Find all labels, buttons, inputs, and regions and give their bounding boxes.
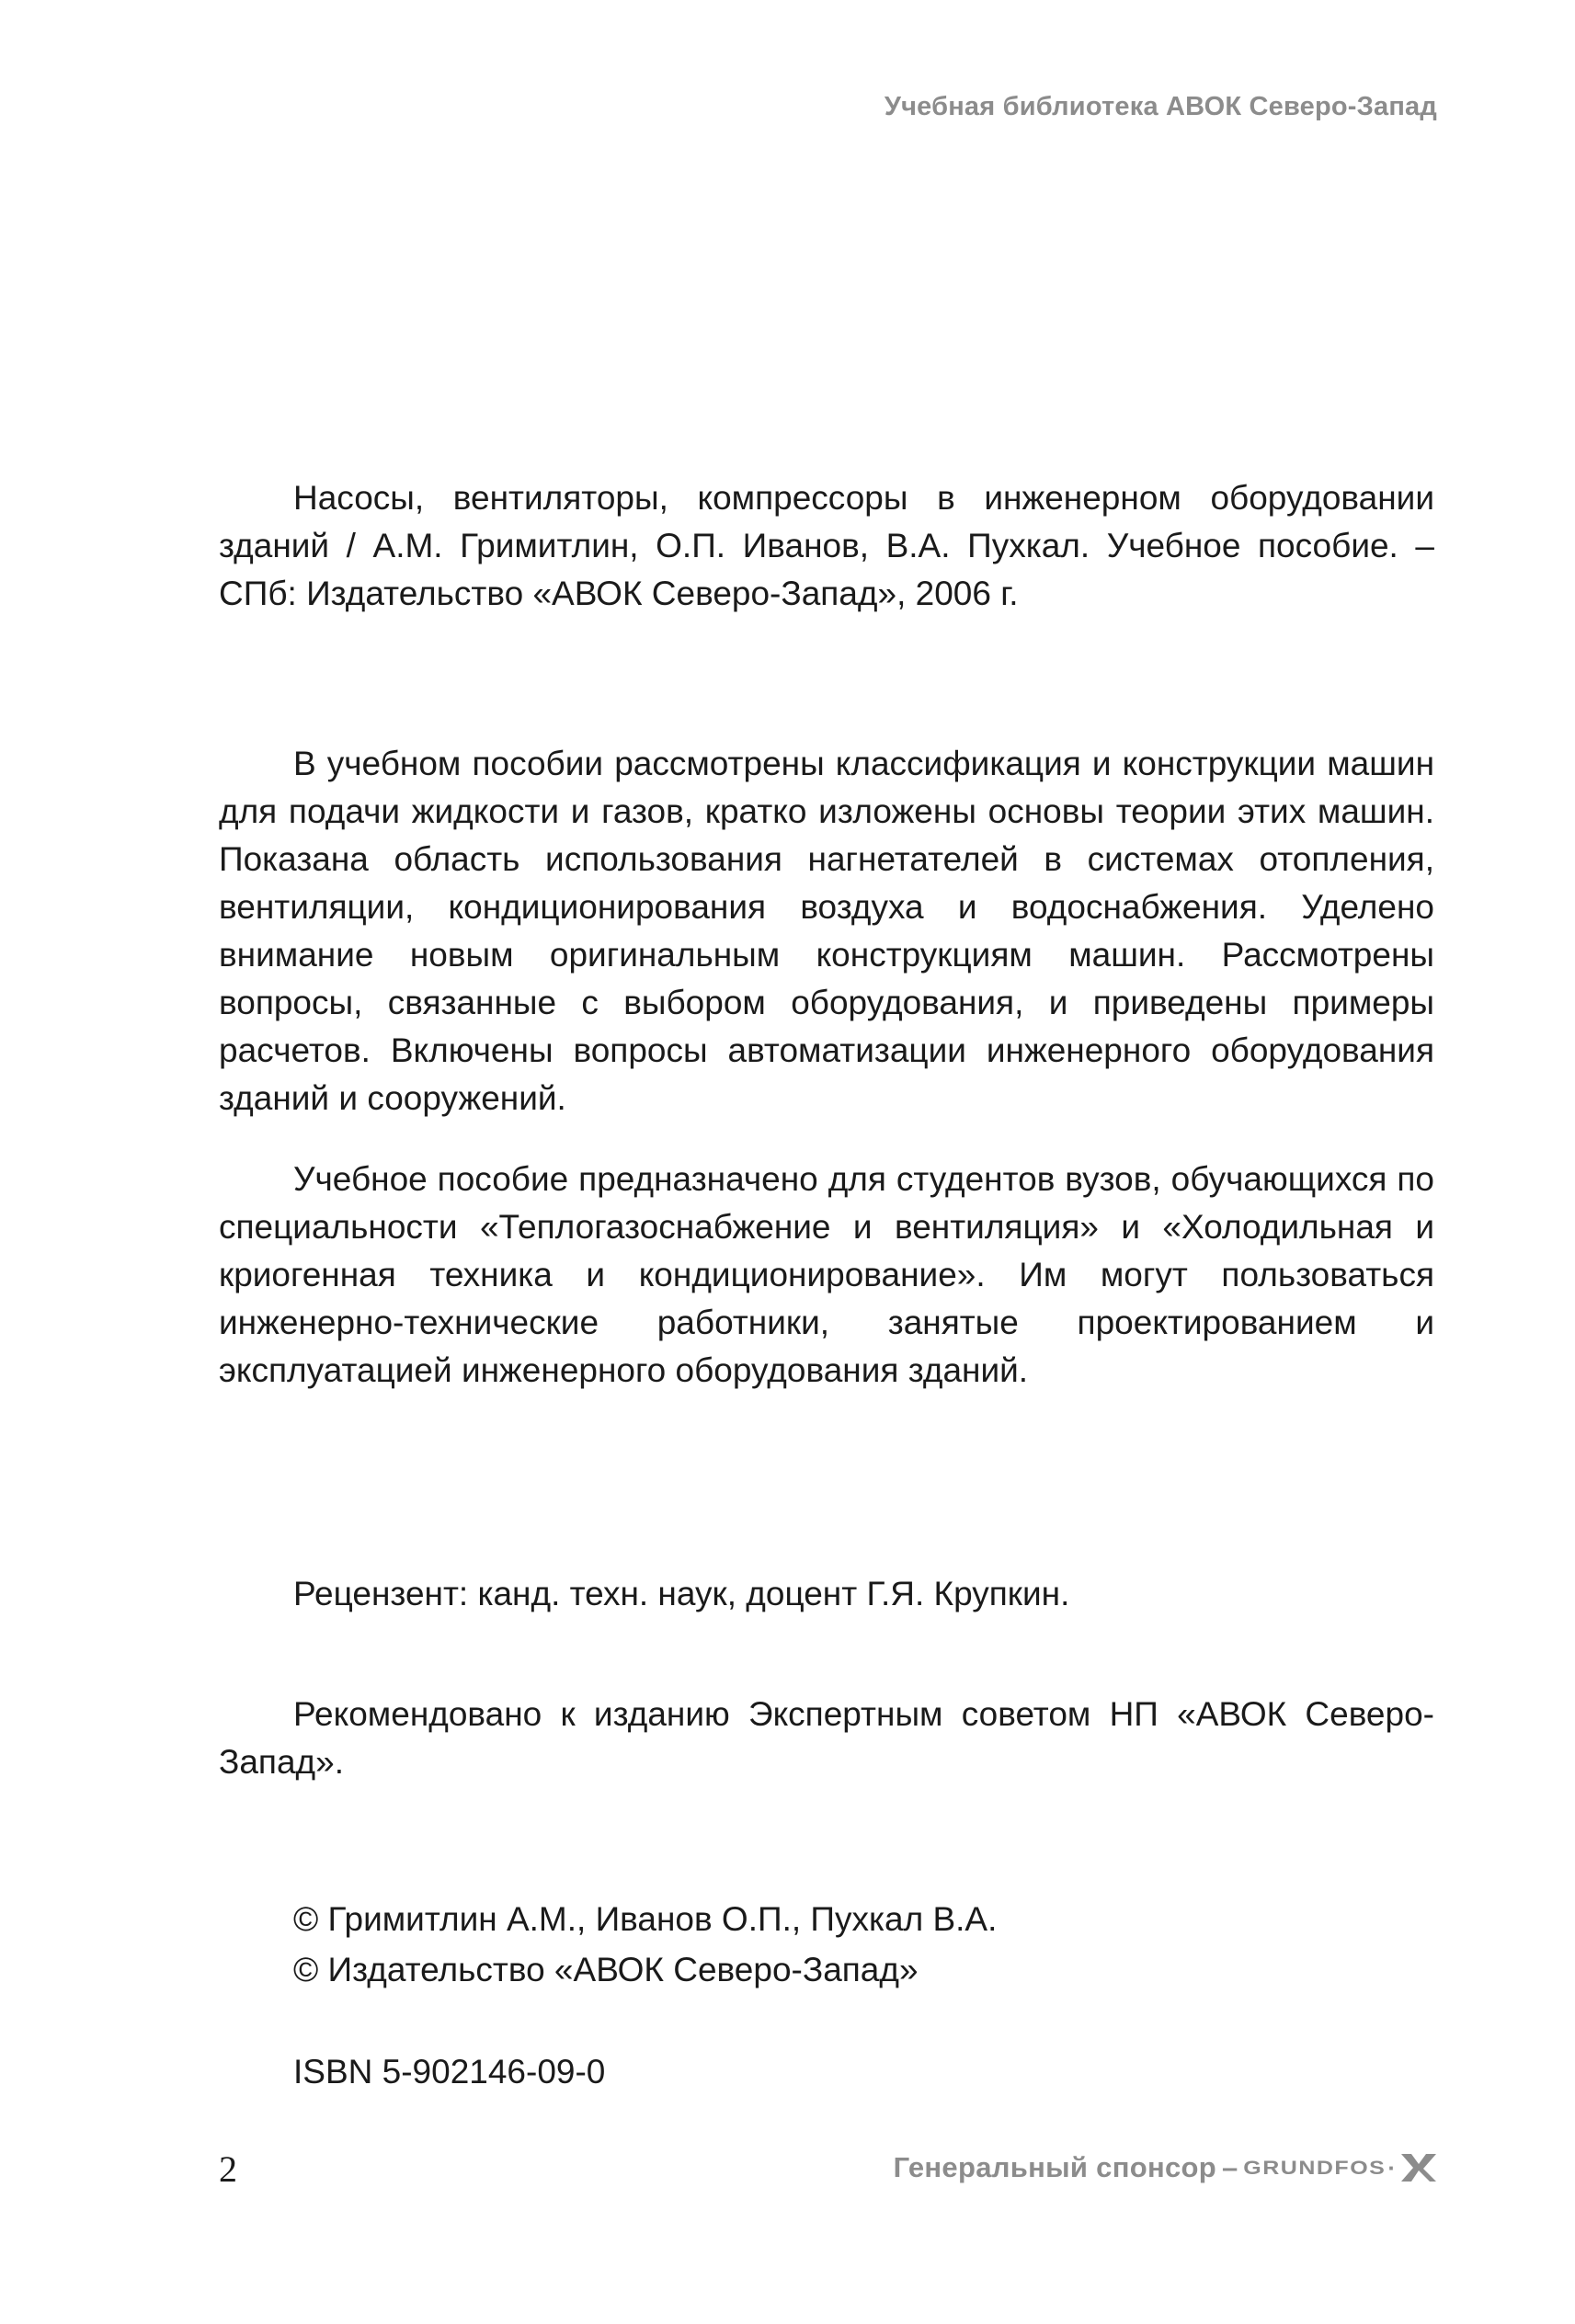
sponsor-separator: – [1222,2151,1238,2183]
grundfos-wordmark: GRUNDFOS [1243,2156,1387,2179]
abstract-paragraph-2: Учебное пособие предназначено для студентов вузов, обучающихся по специальности «Теплогазоснабжение и вентиляция» и «Холодильная и криогенная техника и кондиционирование». Им могут пользоваться инженерно-технические работники, занятые проектированием и эксплуатацией инженерного оборудования зданий. [219,1160,1434,1389]
reviewer-line: Рецензент: канд. техн. наук, доцент Г.Я. Крупкин. [293,1575,1070,1612]
grundfos-logo [1243,2151,1439,2184]
sponsor-footer [894,2151,1439,2184]
isbn: ISBN 5-902146-09-0 [293,2053,606,2090]
running-header: Учебная библиотека АВОК Северо-Запад [884,92,1437,121]
abstract-paragraph-1: В учебном пособии рассмотрены классификация и конструкции машин для подачи жидкости и газов, кратко изложены основы теории этих машин. Показана область использования нагнетателей в системах отопления, вентиляции, кондиционирования воздуха и водоснабжения. Уделено внимание новым оригинальным конструкциям машин. Рассмотрены вопросы, связанные с выбором оборудования, и приведены примеры расчетов. Включены вопросы автоматизации инженерного оборудования зданий и сооружений. [219,745,1434,1117]
logo-dot: · [1387,2153,1396,2182]
copyright-authors: © Гримитлин А.М., Иванов О.П., Пухкал В.А. [293,1900,998,1938]
page-number: 2 [219,2148,237,2190]
recommendation-paragraph: Рекомендовано к изданию Экспертным советом НП «АВОК Северо-Запад». [219,1695,1434,1781]
copyright-publisher: © Издательство «АВОК Северо-Запад» [293,1951,919,1988]
citation-paragraph: Насосы, вентиляторы, компрессоры в инженерном оборудовании зданий / А.М. Гримитлин, О.П. Иванов, В.А. Пухкал. Учебное пособие. – СПб: Издательство «АВОК Северо-Запад», 2006 г. [219,479,1434,612]
sponsor-label: Генеральный спонсор [893,2151,1217,2183]
grundfos-mark-icon [1398,2151,1439,2184]
